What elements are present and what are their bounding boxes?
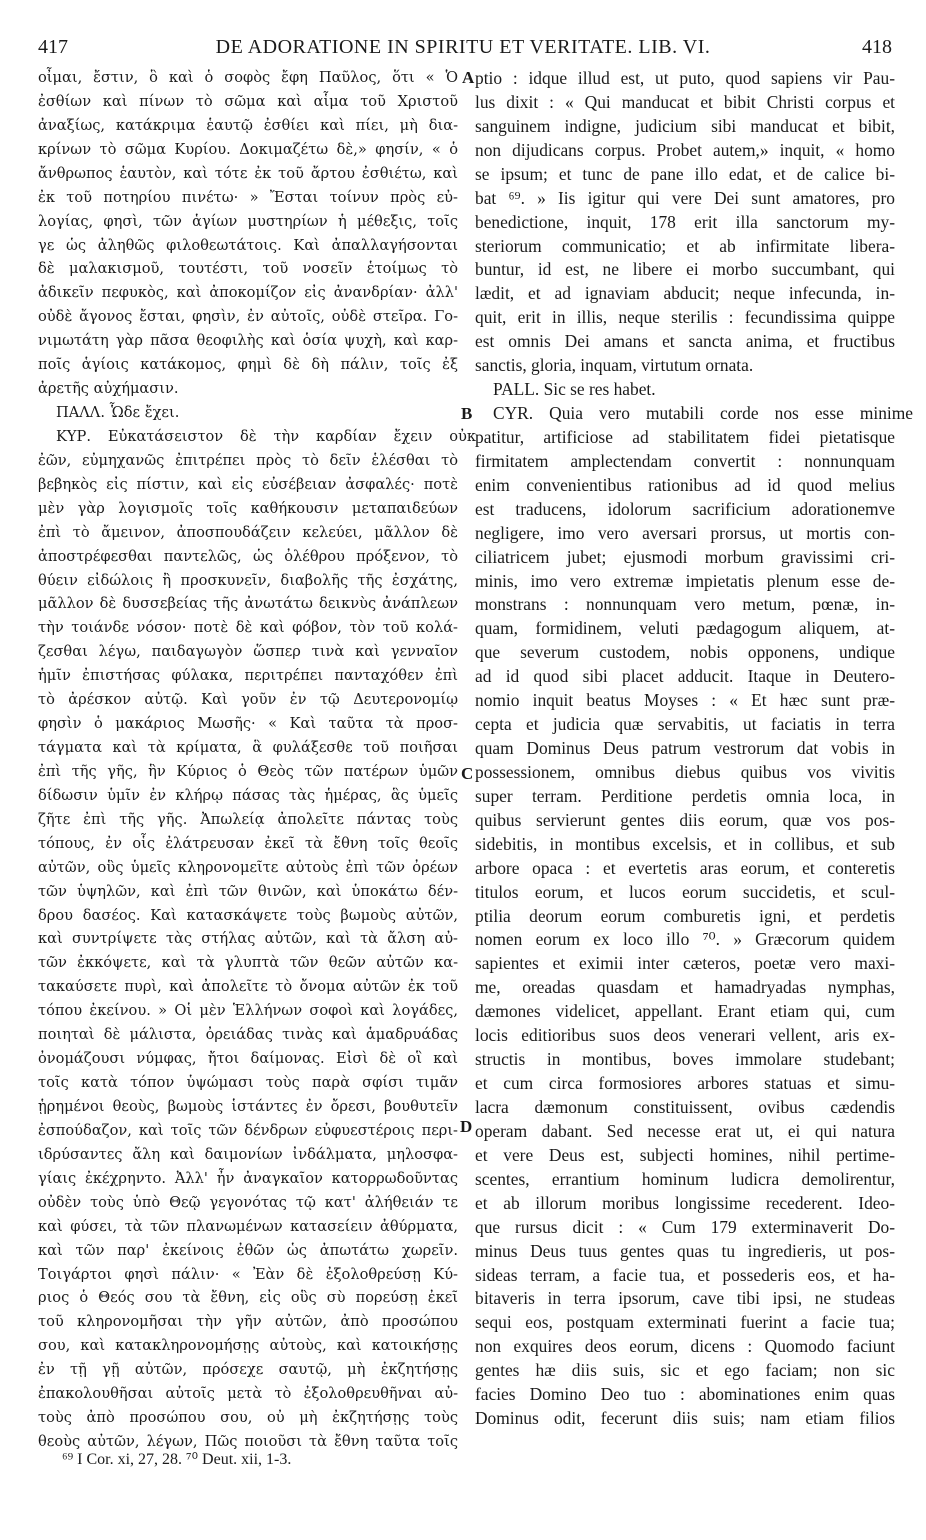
text-line: τὸ ἀρέσκον αὐτῷ. Καὶ γοῦν ἐν τῷ Δευτερονομίῳ <box>38 691 458 709</box>
text-line: et vere Deus est, subjecti homines, nihil pertime- <box>475 1144 895 1165</box>
text-line: minis, imo vero extremæ impietatis plenum esse de- <box>475 570 895 591</box>
text-line: nomen eorum ex loco illo ⁷⁰. » Græcorum quidem <box>475 929 895 950</box>
text-line: possessionem, omnibus diebus quibus vos vivitis <box>475 761 895 782</box>
text-line: ἀποστρέφεσθαι παντελῶς, ὡς ὀλέθρου πρόξενον, τὸ <box>38 547 458 565</box>
text-line: patitur, artificiose ad stabilitatem fidei pietatisque <box>475 426 895 447</box>
text-line: ptilia deorum eorum comburetis igni, et perdetis <box>475 905 895 926</box>
text-line: non exquires deos eorum, dicens : Quomodo faciunt <box>475 1336 895 1357</box>
text-line: τακαύσετε πυρὶ, καὶ ἀπολεῖτε τὸ ὄνομα αὐτῶν ἐκ τοῦ <box>38 978 458 996</box>
text-line: καὶ τῶν παρ' ἐκείνοις ἐθῶν ὡς ἀπωτάτω χωρεῖν. <box>38 1241 458 1259</box>
text-line: Τοιγάρτοι φησὶ πάλιν· « Ἐὰν δὲ ἐξολοθρεύσῃ Κύ- <box>38 1265 458 1283</box>
text-line: negligere, imo vero aversari prorsus, ut mortis con- <box>475 522 895 543</box>
text-line: gentes hæ diis suis, sic et ego faciam; non sic <box>475 1360 895 1381</box>
running-title: DE ADORATIONE IN SPIRITU ET VERITATE. LIB. VI. <box>215 36 711 58</box>
text-line: ζῆτε ἐπὶ τῆς γῆς. Ἀπωλείᾳ ἀπολεῖτε πάντας τοὺς <box>38 810 458 828</box>
text-line: μᾶλλον δὲ δυσσεβείας τῆς ἀνωτάτω δεικνὺς ἀνάπλεων <box>38 595 458 613</box>
text-line: γίαις ἐκέχρηντο. Ἀλλ' ἦν ἀναγκαῖον κατορρωδοῦντας <box>38 1169 458 1187</box>
text-line: ποῖς ἁγίοις κατάκομος, φημὶ δὲ δὴ πάλιν, τοῖς ἐξ <box>38 356 458 374</box>
text-line: καὶ συντρίψετε τὰς στήλας αὐτῶν, καὶ τὰ ἄλση αὐ- <box>38 930 458 948</box>
text-line: sapientes et eximii inter cæteros, poetæ vero maxi- <box>475 953 895 974</box>
text-line: locis editioribus suos deos venerari vellent, aris ex- <box>475 1025 895 1046</box>
text-line: titulos eorum, et lucos eorum succidetis, et scul- <box>475 881 895 902</box>
text-line: structis in montibus, boves immolare studebant; <box>475 1049 895 1070</box>
running-header <box>0 36 926 62</box>
text-line: est traducens, idolorum sacrificium adorationemve <box>475 498 895 519</box>
text-line: ποιηταὶ δὲ μάλιστα, ὀρειάδας τινὰς καὶ ἁμαδρυάδας <box>38 1026 458 1044</box>
text-line: lus dixit : « Qui manducat et bibit Christi corpus et <box>475 91 895 112</box>
text-line: quam Dominus Deus patrum vestrorum dat vobis in <box>475 738 895 759</box>
text-line: ἀδικεῖν πεφυκὸς, καὶ ἀποκομίζον εἰς ἀνανδρίαν· ἀλλ' <box>38 284 458 302</box>
text-line: ἀναξίως, κατάκριμα ἑαυτῷ ἐσθίει καὶ πίει, μὴ δια- <box>38 116 458 134</box>
text-line: dæmones videlicet, appellant. Erant etiam qui, cum <box>475 1001 895 1022</box>
text-line: δρου δασέος. Καὶ κατασκάψετε τοὺς βωμοὺς αὐτῶν, <box>38 906 458 924</box>
text-line: ἐσθίων καὶ πίνων τὸ σῶμα καὶ αἷμα τοῦ Χριστοῦ <box>38 92 458 110</box>
text-line: CYR. Quia vero mutabili corde nos esse minime <box>493 403 913 424</box>
text-line: ptio : idque illud est, ut puto, quod sapiens vir Pau- <box>475 68 895 88</box>
text-line: ΚΥΡ. Εὐκατάσειστον δὲ τὴν καρδίαν ἔχειν οὐκ <box>56 427 476 445</box>
text-line: θύειν εἰδώλοις ἢ προσκυνεῖν, διαβολῆς τῆς ἐσχάτης, <box>38 571 458 589</box>
text-line: quam, formidinem, veluti pædagogum aliquem, at- <box>475 618 895 639</box>
text-line: ciliatricem jubet; ejusmodi morbum gravissimi cri- <box>475 546 895 567</box>
text-line: νιμωτάτη γὰρ πᾶσα θεοφιλὴς καὶ ὁσία ψυχὴ, καὶ καρ- <box>38 332 458 350</box>
text-line: que rursus dicit : « Cum 179 exterminaverit Do- <box>475 1216 895 1237</box>
text-line: σου, καὶ κατακληρονομήσῃς αὐτοὺς, καὶ κατοικήσῃς <box>38 1337 458 1355</box>
text-line: ἐσπούδαζον, καὶ τοῖς τῶν δένδρων εὐφυεστέροις περι- <box>38 1121 458 1139</box>
margin-letter-a: A <box>462 68 475 87</box>
text-line: sanctis, gloria, inquam, virtutum ornata. <box>475 355 754 376</box>
text-line: firmitatem amplectendam convertit : nonnunquam <box>475 450 895 471</box>
text-line: operam dabant. Sed necesse erat ut, ei qui natura <box>475 1120 895 1141</box>
text-line: τῶν ἐκκόψετε, καὶ τὰ γλυπτὰ τῶν θεῶν αὐτῶν κα- <box>38 954 458 972</box>
text-line: ἡμῖν ἐπιστήσας φύλακα, περιτρέπει πανταχόθεν ἐπὶ <box>38 667 458 685</box>
text-line: nomio inquit beatus Moyses : « Et hæc sunt præ- <box>475 690 895 711</box>
text-line: quit, erit in illis, neque sterilis : fecundissima quippe <box>475 307 895 328</box>
footnotes: ⁶⁹ I Cor. xi, 27, 28. ⁷⁰ Deut. xii, 1-3. <box>62 1451 292 1468</box>
text-line: γε ὡς ἀληθῶς φιλοθεωτάτοις. Καὶ ἀπαλλαγήσονται <box>38 236 458 254</box>
text-line: καὶ φύσει, τὰ τῶν πλανωμένων κατασείειν ἀθύρματα, <box>38 1217 458 1235</box>
text-line: οἶμαι, ἔστιν, ὃ καὶ ὁ σοφὸς ἔφη Παῦλος, ὅτι « Ὁ <box>38 69 458 86</box>
text-line: μὲν γὰρ λογισμοῖς τοῖς καθήκουσιν μεταπαιδεύων <box>38 499 458 517</box>
text-line: βεβηκὸς εἰς πίστιν, καὶ εἰς εὐσέβειαν ἀσφαλές· ποτὲ <box>38 475 458 493</box>
text-line: non dijudicans corpus. Probet autem,» inquit, « homo <box>475 139 895 160</box>
text-line: sequi eos, postquam exterminati fuerint a facie tua; <box>475 1312 895 1333</box>
text-line: me, oreadas quasdam et hamadryadas nymphas, <box>475 977 895 998</box>
text-line: θεοὺς αὐτῶν, λέγων, Πῶς ποιοῦσι τὰ ἔθνη ταῦτα τοῖς <box>38 1433 458 1450</box>
text-line: lædit, et ad ignaviam abducit; neque infecunda, in- <box>475 283 895 304</box>
text-line: ad id quod sibi placet adducit. Itaque in Deutero- <box>475 666 895 687</box>
text-line: τόπου ἐκείνου. » Οἱ μὲν Ἑλλήνων σοφοὶ καὶ λογάδες, <box>38 1002 458 1020</box>
text-line: cepta et judicia quæ servabitis, ut faciatis in terra <box>475 714 895 735</box>
text-line: δὲ μαλακισμοῦ, τουτέστι, τοῦ νοσεῖν ἑτοίμως τὸ <box>38 260 458 278</box>
text-line: benedictione, inquit, 178 erit illa sanctorum my- <box>475 211 895 232</box>
text-line: monstrans : nonnunquam vero metum, pœnæ, in- <box>475 594 895 615</box>
text-line: οὐδὲ ἄγονος ἔσται, φησὶν, ἐν αὐτοῖς, οὐδὲ στεῖρα. Γο- <box>38 308 458 326</box>
text-line: enim convenientibus rationibus ad id quod melius <box>475 474 895 495</box>
text-line: ὀνομάζουσι νύμφας, ἤτοι δαίμονας. Εἰσὶ δὲ οἳ καὶ <box>38 1050 458 1068</box>
page-number-right: 418 <box>862 36 892 58</box>
text-line: ζεσθαι λέγω, παιδαγωγὸν ὥσπερ τινὰ καὶ γενναῖον <box>38 643 458 661</box>
page-number-left: 417 <box>38 36 68 58</box>
text-line: ριος ὁ Θεός σου τὰ ἔθνη, εἰς οὓς σὺ πορεύσῃ ἐκεῖ <box>38 1289 458 1307</box>
text-line: τοῖς κατὰ τόπον ὑψώμασι τοὺς παρὰ σφίσι τιμᾶν <box>38 1074 458 1092</box>
text-line: ἐῶν, εὐμηχανῶς ἐπιτρέπει πρὸς τὸ δεῖν ἑλέσθαι τὸ <box>38 451 458 469</box>
text-line: et cum circa formosiores arbores statuas et simu- <box>475 1073 895 1094</box>
text-line: φησὶν ὁ μακάριος Μωσῆς· « Καὶ ταῦτα τὰ προσ- <box>38 715 458 733</box>
text-line: τὴν τοιάνδε νόσον· ποτὲ δὲ καὶ φόβον, τὸν τοῦ κολά- <box>38 619 458 637</box>
text-line: bitaveris in terra ipsorum, cave tibi ipsi, ne studeas <box>475 1288 895 1309</box>
text-line: quibus servierunt gentes diis eorum, quæ vos pos- <box>475 809 895 830</box>
text-line: τῶν ὑψηλῶν, καὶ ἐπὶ τῶν θινῶν, καὶ ὑποκάτω δέν- <box>38 882 458 900</box>
text-line: lacra dæmonum constituissent, ovibus cædendis <box>475 1096 895 1117</box>
text-line: facies Domino Deo tuo : abominationes enim quas <box>475 1384 895 1405</box>
text-line: τάγματα καὶ τὰ κρίματα, ἃ φυλάξεσθε τοῦ ποιῆσαι <box>38 739 458 757</box>
text-line: buntur, id est, ne libere ei morbo succumbant, qui <box>475 259 895 280</box>
text-line: est omnis Dei amans et sancta anima, et fructibus <box>475 331 895 352</box>
text-line: δίδωσιν ὑμῖν ἐν κλήρῳ πάσας τὰς ἡμέρας, ἃς ὑμεῖς <box>38 786 458 804</box>
margin-letter-d: D <box>460 1117 473 1136</box>
text-line: αὐτῶν, οὓς ὑμεῖς κληρονομεῖτε αὐτοὺς ἐπὶ τῶν ὀρέων <box>38 858 458 876</box>
text-line: ᾑρημένοι θεοὺς, βωμοὺς ἱστάντες ἐν ὄρεσι, βουθυτεῖν <box>38 1097 458 1115</box>
text-line: et ab illorum moribus longissime recederent. Ideo- <box>475 1192 895 1213</box>
text-line: Dominus odit, fecerunt diis suis; nam etiam filios <box>475 1408 895 1429</box>
text-line: ἐκ τοῦ ποτηρίου πινέτω· » Ἔσται τοίνυν πρὸς εὐ- <box>38 188 458 206</box>
margin-letter-c: C <box>461 764 474 783</box>
text-line: οὐδὲν τοὺς ὑπὸ Θεῷ γεγονότας τῷ κατ' ἀλήθειάν τε <box>38 1193 458 1211</box>
text-line: ἐπὶ τῆς γῆς, ἣν Κύριος ὁ Θεὸς τῶν πατέρων ὑμῶν <box>38 762 458 780</box>
text-line: ἐν τῇ γῇ αὐτῶν, πρόσεχε σαυτῷ, μὴ ἐκζητήσῃς <box>38 1361 458 1379</box>
text-line: super terram. Perditione perdetis omnia loca, in <box>475 785 895 806</box>
text-line: scentes, errantium hominum ludicra demolirentur, <box>475 1168 895 1189</box>
text-line: τοὺς ἀπὸ προσώπου σου, οὐ μὴ ἐκζητήσῃς τοὺς <box>38 1409 458 1427</box>
text-line: τόπους, ἐν οἷς ἐλάτρευσαν ἐκεῖ τὰ ἔθνη τοῖς θεοῖς <box>38 834 458 852</box>
text-line: PALL. Sic se res habet. <box>493 379 656 400</box>
text-line: sideas terram, a facie tua, et possederis eos, et ha- <box>475 1264 895 1285</box>
text-line: que severum custodem, nobis opponens, undique <box>475 642 895 663</box>
text-line: steriorum communicatio; et ab infirmitate libera- <box>475 235 895 256</box>
text-line: ΠΑΛΛ. Ὧδε ἔχει. <box>56 404 180 422</box>
text-line: κρίνων τὸ σῶμα Κυρίου. Δοκιμαζέτω δὲ,» φησίν, « ὁ <box>38 140 458 158</box>
text-line: ἄνθρωπος ἑαυτὸν, καὶ τότε ἐκ τοῦ ἄρτου ἐσθιέτω, καὶ <box>38 164 458 182</box>
margin-letter-b: B <box>461 404 473 423</box>
text-line: arbore opaca : et evertetis aras eorum, et conteretis <box>475 857 895 878</box>
text-line: bat ⁶⁹. » Iis igitur qui vere Dei sunt amatores, pro <box>475 187 895 208</box>
text-line: minus Deus tuus gentes quas tu ingredieris, ut pos- <box>475 1240 895 1261</box>
text-line: τοῦ κληρονομῆσαι τὴν γῆν αὐτῶν, ἀπὸ προσώπου <box>38 1313 458 1331</box>
text-line: λογίας, φησὶ, τῶν ἁγίων μυστηρίων ἡ μέθεξις, τοῖς <box>38 212 458 230</box>
text-line: se ipsum; et tunc de pane illo edat, et de calice bi- <box>475 163 895 184</box>
text-line: ἐπακολουθῆσαι αὐτοῖς μετὰ τὸ ἐξολοθρευθῆναι αὐ- <box>38 1385 458 1403</box>
text-line: ιδρύσαντες ἄλη καὶ δαιμονίων ἰνδάλματα, μηλοσφα- <box>38 1145 458 1163</box>
text-line: ἀρετῆς αὐχήμασιν. <box>38 380 179 398</box>
text-line: sidebitis, in montibus excelsis, et in collibus, et sub <box>475 833 895 854</box>
text-line: ἐπὶ τὸ ἄμεινον, ἀποσπουδάζειν κελεύει, μᾶλλον δὲ <box>38 523 458 541</box>
text-line: sanguinem indigne, judicium sibi manducat et bibit, <box>475 115 895 136</box>
